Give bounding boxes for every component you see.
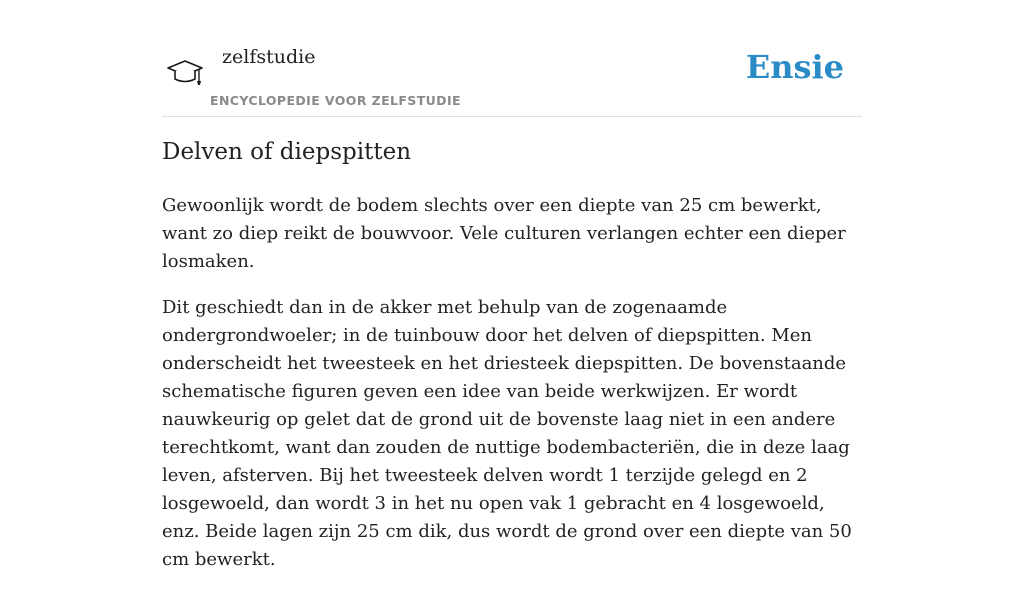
article-paragraph: Gewoonlijk wordt de bodem slechts over een diepte van 25 cm bewerkt, want zo diep reikt de bouwvoor. Vele culturen verlangen echter een dieper losmaken. [162, 195, 846, 272]
graduation-cap-icon[interactable] [166, 56, 204, 88]
page [162, 0, 862, 570]
article-paragraph: Dit geschiedt dan in de akker met behulp van de zogenaamde ondergrondwoeler; in de tuinbouw door het delven of diepspitten. Men onderscheidt het tweesteek en het driesteek diepspitten. De bovenstaande schematische figuren geven een idee van beide werkwijzen. Er wordt nauwkeurig op gelet dat de grond uit de bovenste laag niet in een andere terechtkomt, want dan zouden de nuttige bodembacteriën, die in deze laag leven, afsterven. Bij het tweesteek delven wordt 1 terzijde gelegd en 2 losgewoeld, dan wordt 3 in het nu open vak 1 gebracht en 4 losgewoeld, enz. Beide lagen zijn 25 cm dik, dus wordt de grond over een diepte van 50 cm bewerkt. [162, 297, 852, 570]
site-tagline: ENCYCLOPEDIE VOOR ZELFSTUDIE [210, 93, 461, 108]
article-title: Delven of diepspitten [162, 139, 412, 165]
brand-logo[interactable]: Ensie [745, 48, 844, 86]
article-body [162, 192, 866, 592]
site-header [162, 0, 862, 117]
site-name[interactable]: zelfstudie [222, 46, 316, 68]
